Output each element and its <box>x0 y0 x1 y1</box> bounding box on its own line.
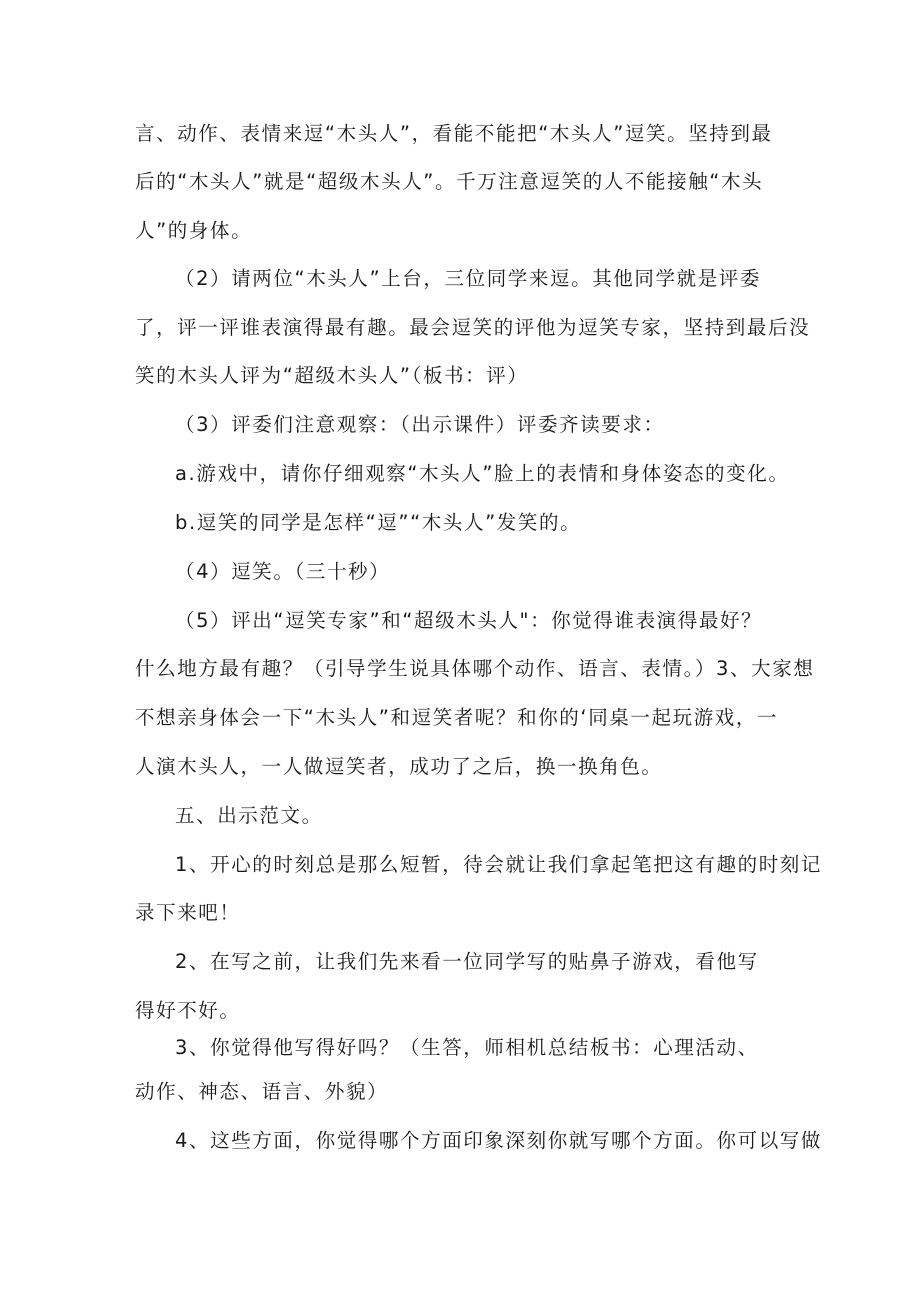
text-line: 言、动作、表情来逗“木头人”，看能不能把“木头人”逗笑。坚持到最 <box>135 122 773 145</box>
text-line: （4）逗笑。（三十秒） <box>175 560 391 583</box>
text-line: 1、开心的时刻总是那么短暂，待会就让我们拿起笔把这有趣的时刻记 <box>175 853 823 876</box>
text-line: （3）评委们注意观察：（出示课件）评委齐读要求： <box>175 413 665 436</box>
text-line: a.游戏中，请你仔细观察“木头人”脸上的表情和身体姿态的变化。 <box>175 462 790 485</box>
text-line: （2）请两位“木头人”上台，三位同学来逗。其他同学就是评委 <box>175 267 762 290</box>
text-line: 笑的木头人评为“超级木头人”（板书：评） <box>135 364 529 387</box>
text-line: 什么地方最有趣？（引导学生说具体哪个动作、语言、表情。）3、大家想 <box>135 657 815 680</box>
text-line: 了，评一评谁表演得最有趣。最会逗笑的评他为逗笑专家，坚持到最后没 <box>135 316 811 339</box>
text-line: 3、你觉得他写得好吗？（生答，师相机总结板书：心理活动、 <box>175 1036 759 1059</box>
text-line: 2、在写之前，让我们先来看一位同学写的贴鼻子游戏，看他写 <box>175 950 759 973</box>
text-line: 得好不好。 <box>135 999 241 1022</box>
text-line: 人演木头人，一人做逗笑者，成功了之后，换一换角色。 <box>135 755 663 778</box>
text-line: 动作、神态、语言、外貌） <box>135 1080 389 1103</box>
text-line: b.逗笑的同学是怎样“逗”“木头人”发笑的。 <box>175 511 582 534</box>
text-line: 不想亲身体会一下“木头人”和逗笑者呢？和你的‘同桌一起玩游戏，一 <box>135 706 779 729</box>
text-line: 人”的身体。 <box>135 219 253 242</box>
text-line: （5）评出“逗笑专家”和“超级木头人"：你觉得谁表演得最好？ <box>175 609 763 632</box>
text-line: 后的“木头人”就是“超级木头人”。千万注意逗笑的人不能接触“木头 <box>135 170 764 193</box>
text-line: 4、这些方面，你觉得哪个方面印象深刻你就写哪个方面。你可以写做 <box>175 1129 823 1152</box>
section-heading: 五、出示范文。 <box>175 804 323 827</box>
text-line: 录下来吧！ <box>135 901 241 924</box>
